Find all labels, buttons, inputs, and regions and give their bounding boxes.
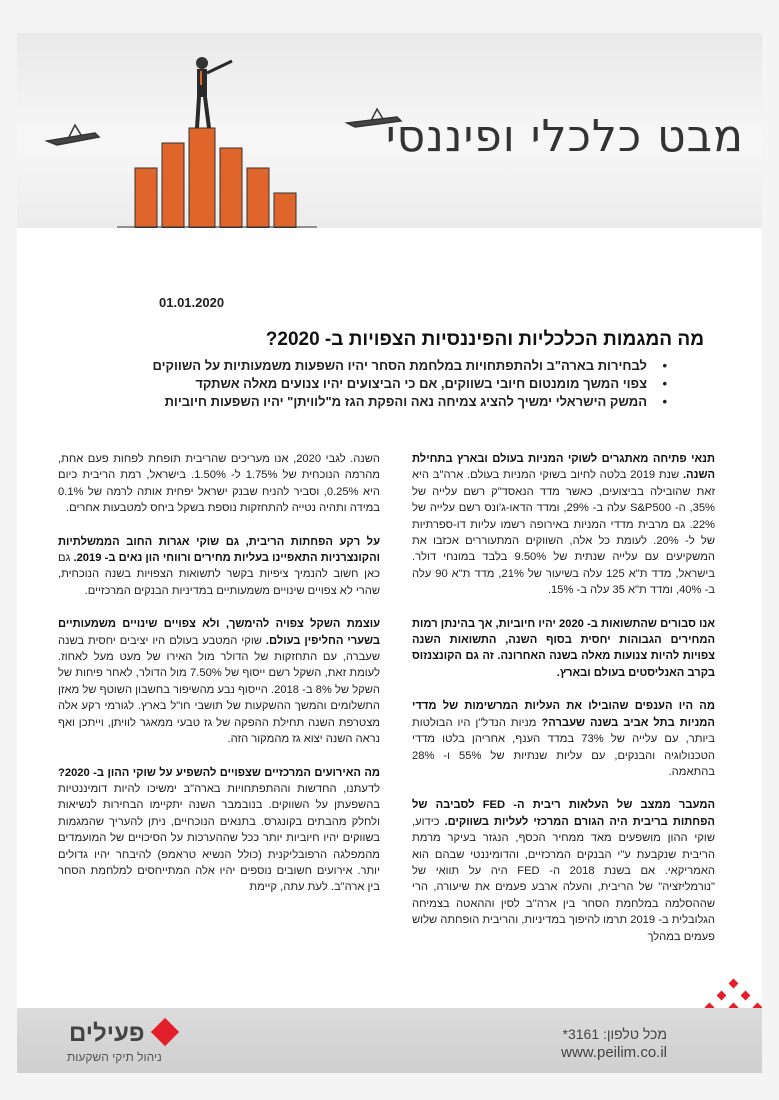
brand-tagline: ניהול תיקי השקעות [67,1050,162,1064]
brand-name: פעילים [69,1020,145,1047]
peilim-logo-icon [151,1018,179,1046]
paragraph-lead: המעבר ממצב של העלאות ריבית ה- FED לסביבה של הפחתות בריבית היה הגורם המרכזי לעליות בשווקים. [412,799,716,828]
paragraph [412,616,715,682]
summary-bullet: • צפוי המשך מומנטום חיובי בשווקים, אם כי הביצועים יהיו צנועים מאלה אשתקד [17,375,667,393]
document-page [17,33,762,1073]
paragraph-lead: אנו סבורים שהתשואות ב- 2020 יהיו חיוביות, אך בהינתן רמות המחירים הגבוהות יחסית בסוף השנה, התשואות השנה צפויות להיות צנועות מאלה בשנה האחרונה. זה גם הקונצנזוס בקרב האנליסטים בעולם ובארץ. [412,617,715,679]
header-banner [17,33,762,228]
paragraph [58,534,380,600]
paragraph-lead: על רקע הפחתות הריבית, גם שוקי אגרות החוב הממשלתיות והקונצרניות התאפיינו בעליות מחירים ורווחי הון נאים ב- 2019. [58,535,381,565]
phone-number: מכל טלפון: 3161* [562,1026,667,1042]
paragraph-body: כידוע, שוקי ההון מושפעים מאד ממחיר הכסף, הנגזר בעיקר מרמת הריבית שנקבעת ע"י הבנקים המרכזיים, והדומיננטי שבהם הוא האמריקאי. אם בשנת 2018 ה- FED היה על תוואי של "נורמליזציה" של הריבית, והעלה ארבע פעמים את שיעורה, הרי שההסלמה במלחמת הסחר בין ארה"ב לסין וההאטה בצמיחה הגלובלית ב- 2019 תרמו להיפוך במדיניות, והריבית הופחתה שלוש פעמים במהלך [412,815,715,943]
paragraph-lead: מה האירועים המרכזיים שצפויים להשפיע על שוקי ההון ב- 2020? [58,766,380,779]
paragraph-lead: עוצמת השקל צפויה להימשך, ולא צפויים שינויים משמעותיים בשערי החליפין בעולם. [58,618,381,647]
publication-date: 01.01.2020 [159,295,225,310]
airplane-left [47,125,99,145]
right-text-column [412,451,715,962]
summary-bullet: • המשק הישראלי ימשיך להציג צמיחה נאה והפקת הגז מ"לוויתן" יהיו השפעות חיוביות [17,393,667,411]
paragraph [58,616,380,747]
page-headline: מה המגמות הכלכליות והפיננסיות הצפויות ב- 2020? [265,329,704,350]
paragraph [58,765,380,896]
paragraph-body: השנה. לגבי 2020, אנו מעריכים שהריבית תופחת לפחות פעם אחת, מהרמה הנוכחית של 1.75% ל- 1.50%. בישראל, רמת הריבית כיום היא 0.25%, וסביר להניח שבנק ישראל יפחית אותה לרמה של 0.1% במידה ותהיה נטייה להתחזקות נוספת בשקל ביחס למטבעות אחרים. [58,453,380,515]
paragraph [58,451,380,517]
contact-info [561,1026,667,1061]
paragraph-body: לדעתנו, החדשות וההתפתחויות בארה"ב ימשיכו להיות דומיננטיות בהשפעתן על השווקים. בנובמבר השנה יתקיימו הבחירות לנשיאות ולחלק מהבתים בקונגרס. בתנאים הנוכחיים, ניתן להעריך שהמגמות בשווקים יהיו חיוביות יותר ככל שההערכות על הסיכויים של המועמדים מהמפלגה הרפובליקנית (כולל הנשיא טראמפ) להיבחר יהיו גדולים יותר. אירועים חשובים נוספים יהיו אלה המתייחסים למלחמת הסחר בין ארה"ב. לעת עתה, קיימת [58,782,380,894]
paragraph-body: מניות הנדל"ן היו הבולטות ביותר, עם עלייה של 73% במדד הענף, אחריהן בלטו מדדי הטכנולוגיה והבנקים, עם עליות שנתיות של 55% ו- 28% בהתאמה. [412,716,715,778]
paragraph-lead: תנאי פתיחה מאתגרים לשוקי המניות בעולם ובארץ בתחילת השנה. [412,453,716,482]
paragraph [412,698,715,780]
paragraph [412,797,715,945]
paragraph-body: שוקי המטבע בעולם היו יציבים יחסית בשנה שעברה, עם התחזקות של הדולר מול האירו של מעט מעל לאחוז. לעומת זאת, השקל רשם ייסוף של 7.50% מול הדולר, לאחר פיחות של השקל של 8% ב- 2018. הייסוף נבע מהשיפור בחשבון השוטף של מאזן התשלומים והמשך ההשקעות של תושבי חו"ל בארץ. לגורמי רקע אלה מצטרפת השנה תחילת ההפקה של גז טבעי ממאגר לוויתן, וייתכן ואף נראה השנה יצוא גז מהמקור הזה. [58,634,380,746]
paragraph [412,451,715,599]
website-link[interactable]: www.peilim.co.il [561,1044,667,1061]
left-text-column [58,451,380,913]
page-footer [17,1008,762,1073]
banner-title: מבט כלכלי ופיננסי [385,111,744,162]
summary-bullets [17,357,667,411]
summary-bullet: • לבחירות בארה"ב ולהתפתחויות במלחמת הסחר יהיו השפעות משמעותיות על השווקים [17,357,667,375]
paragraph-body: גם כאן חשוב להנמיך ציפיות בקשר לתשואות הצפויות בשנה הנוכחית, שהרי לא צפויים שינויים משמעותיים במדיניות הבנקים המרכזיים. [58,552,380,597]
paragraph-body: שנת 2019 בלטה לחיוב בשוקי המניות בעולם. ארה"ב היא זאת שהובילה בביצועים, כאשר מדד הנאסד"ק רשם עלייה של 35%, ה- S&P500 עלה ב- 29%, ומדד הדאו-ג'ונס רשם עלייה של 22%. גם מרבית מדדי המניות באירופה רשמו עליות דו-ספרתיות של ל- 20%. לעומת כל אלה, השווקים המתעוררים אכזבו את המשקיעים עם עלייה שנתית של 9.50% בלבד במונחי דולר. בישראל, מדד ת"א 125 עלה בשיעור של 21%, מדד ת"א 90 עלה ב- 40%, ומדד ת"א 35 עלה ב- 15%. [412,469,716,597]
paragraph-lead: מה היו הענפים שהובילו את העליות המרשימות של מדדי המניות בתל אביב בשנה שעברה? [412,700,715,729]
businessman-figure [196,57,232,128]
